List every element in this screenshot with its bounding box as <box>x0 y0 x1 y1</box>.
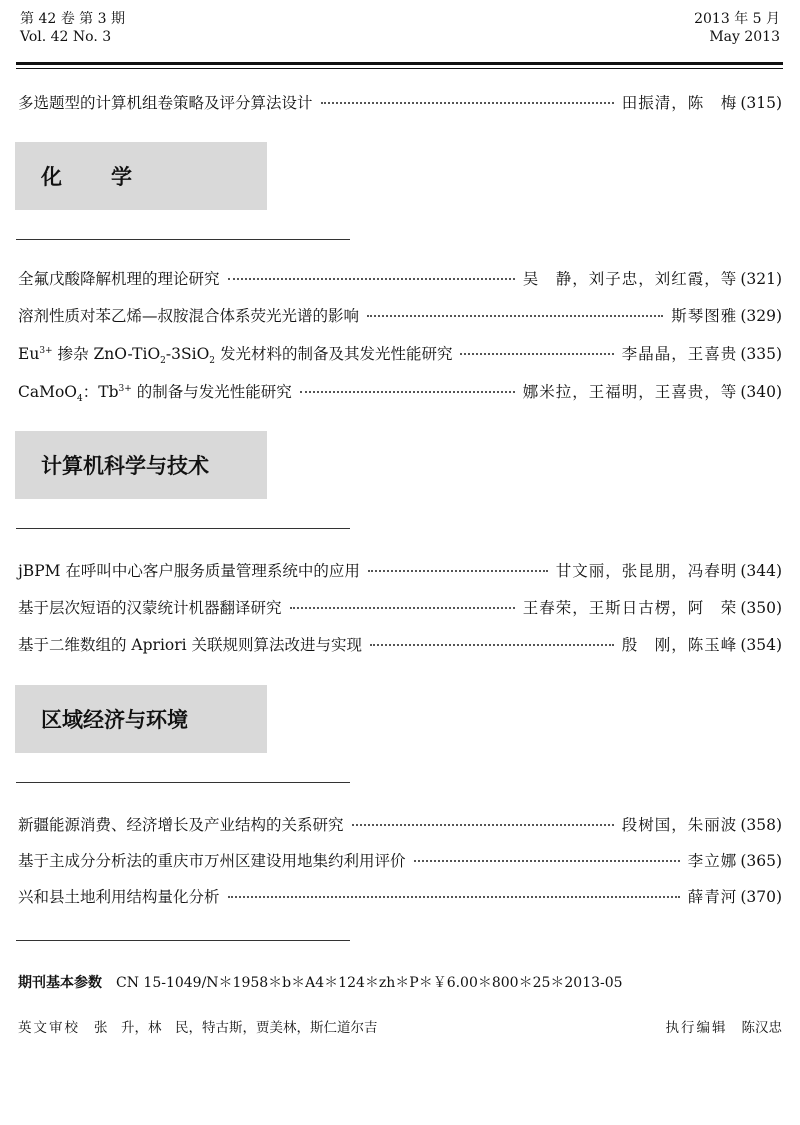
executive-editor <box>666 1016 783 1036</box>
proof-label: 英文审校 <box>18 1020 80 1036</box>
editor-credits <box>18 1016 782 1036</box>
proof-names: 张 升，林 民，特古斯，贾美林，斯仁道尔吉 <box>94 1020 378 1036</box>
entry-page: (350) <box>740 599 782 617</box>
section-heading-regional-economy: 区域经济与环境 <box>15 685 267 753</box>
entry-page: (335) <box>740 345 782 363</box>
entry-page: (321) <box>740 270 782 288</box>
dot-leader <box>460 353 613 355</box>
entry-authors: 甘文丽，张昆朋，冯春明 <box>555 562 738 580</box>
entry-title: 基于二维数组的 Apriori 关联规则算法改进与实现 <box>18 636 363 654</box>
date-en: May 2013 <box>709 29 780 45</box>
entry-authors: 殷 刚，陈玉峰 <box>621 636 738 654</box>
header-rule-thin <box>16 68 783 69</box>
date-cn: 2013 年 5 月 <box>694 11 780 27</box>
volume-info <box>20 10 125 46</box>
toc-entry[interactable] <box>18 268 782 290</box>
header-rule-thick <box>16 62 783 65</box>
entry-page: (370) <box>740 888 782 906</box>
entry-authors: 斯琴图雅 <box>671 307 738 325</box>
toc-entry[interactable] <box>18 92 782 114</box>
section-divider <box>16 239 350 240</box>
dot-leader <box>368 570 548 572</box>
entry-page: (358) <box>740 816 782 834</box>
footer-divider <box>16 940 350 941</box>
entry-title: $Eu^{3+}$ 掺杂 ZnO-TiO$_2$-3SiO$_2$ 发光材料的制备及其发光性能研究 <box>18 345 453 367</box>
entry-authors: 田振清，陈 梅 <box>621 94 738 112</box>
volume-cn: 第 42 卷 第 3 期 <box>20 11 125 27</box>
entry-title: 基于主成分分析法的重庆市万州区建设用地集约利用评价 <box>18 852 406 870</box>
issue-date <box>694 10 780 46</box>
entry-page: (315) <box>740 94 782 112</box>
toc-entry[interactable] <box>18 597 782 619</box>
entry-page: (340) <box>740 383 782 401</box>
params-label: 期刊基本参数 <box>18 975 102 991</box>
entry-title: jBPM 在呼叫中心客户服务质量管理系统中的应用 <box>18 562 360 580</box>
entry-authors: 段树国，朱丽波 <box>621 816 738 834</box>
dot-leader <box>414 860 680 862</box>
entry-title: 溶剂性质对苯乙烯—叔胺混合体系荧光光谱的影响 <box>18 307 360 325</box>
params-value: CN 15-1049/N＊1958＊b＊A4＊124＊zh＊P＊￥6.00＊800＊25＊2013-05 <box>116 975 623 991</box>
journal-parameters <box>18 973 623 993</box>
entry-title: 全氟戊酸降解机理的理论研究 <box>18 270 220 288</box>
entry-page: (344) <box>740 562 782 580</box>
dot-leader <box>228 278 515 280</box>
entry-title: 兴和县土地利用结构量化分析 <box>18 888 220 906</box>
toc-entry[interactable] <box>18 814 782 836</box>
entry-authors: 王春荣，王斯日古楞，阿 荣 <box>522 599 738 617</box>
entry-title: 基于层次短语的汉蒙统计机器翻译研究 <box>18 599 282 617</box>
toc-entry[interactable] <box>18 560 782 582</box>
dot-leader <box>321 102 614 104</box>
entry-title: 新疆能源消费、经济增长及产业结构的关系研究 <box>18 816 344 834</box>
entry-title: CaMoO$_4$：$Tb^{3+}$ 的制备与发光性能研究 <box>18 383 292 405</box>
section-heading-chemistry: 化 学 <box>15 142 267 210</box>
dot-leader <box>300 391 515 393</box>
entry-authors: 李立娜 <box>687 852 738 870</box>
dot-leader <box>370 644 614 646</box>
toc-entry[interactable] <box>18 343 782 365</box>
section-divider <box>16 782 350 783</box>
volume-en: Vol. 42 No. 3 <box>20 29 112 45</box>
toc-entry[interactable] <box>18 850 782 872</box>
dot-leader <box>290 607 515 609</box>
section-divider <box>16 528 350 529</box>
entry-page: (329) <box>740 307 782 325</box>
editor-label: 执行编辑 <box>665 1020 728 1036</box>
entry-authors: 薛青河 <box>687 888 738 906</box>
entry-authors: 娜米拉，王福明，王喜贵，等 <box>522 383 738 401</box>
dot-leader <box>228 896 680 898</box>
entry-authors: 吴 静，刘子忠，刘红霞，等 <box>522 270 738 288</box>
dot-leader <box>367 315 663 317</box>
entry-authors: 李晶晶，王喜贵 <box>621 345 738 363</box>
section-heading-computer-science: 计算机科学与技术 <box>15 431 267 499</box>
toc-entry[interactable] <box>18 305 782 327</box>
entry-page: (354) <box>740 636 782 654</box>
entry-page: (365) <box>740 852 782 870</box>
editor-name: 陈汉忠 <box>741 1020 782 1036</box>
toc-entry[interactable] <box>18 886 782 908</box>
dot-leader <box>352 824 614 826</box>
entry-title: 多选题型的计算机组卷策略及评分算法设计 <box>18 94 313 112</box>
proofreaders <box>18 1016 378 1036</box>
toc-entry[interactable] <box>18 381 782 403</box>
toc-entry[interactable] <box>18 634 782 656</box>
